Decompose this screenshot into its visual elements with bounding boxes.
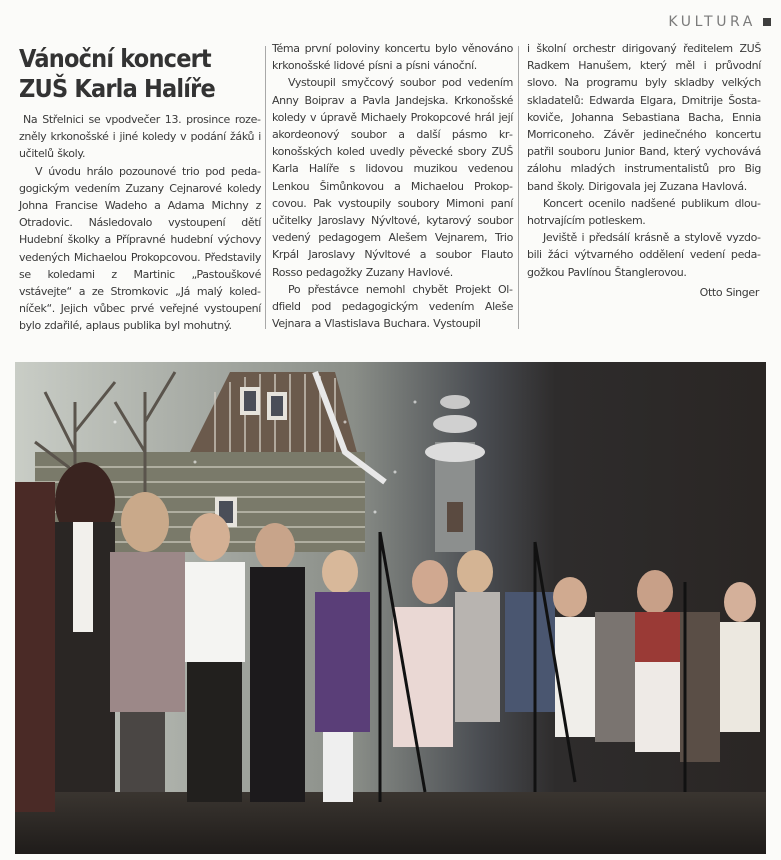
concert-photo: [15, 362, 766, 854]
paragraph: V úvodu hrálo pozounové trio pod pedagogickým vedením Zuzany Cejnarové koledy Johna Francise Wadeho a Adama Michny z Otradovic. Následovalo vystoupení dětí Hudební školky a Přípravné hudební výchovy vedených Michaelou Prokopcovou. Představily se koledami z Martinic „Pastouškové vstávejte“ a ze Stromkovic „Já malý koledníček“. Jejich vůbec prvé veřejné vystoupení bylo zdařilé, aplaus publika byl mohutný.: [19, 164, 261, 333]
section-label: [668, 14, 771, 30]
column-divider: [518, 46, 519, 329]
paragraph: Koncert ocenilo nadšené publikum dlouhotrvajícím potleskem.: [527, 196, 761, 228]
article-author: Otto Singer: [699, 285, 759, 299]
paragraph: i školní orchestr dirigovaný ředitelem ZUŠ Radkem Hanušem, který měl i průvodní slovo. Na programu byly skladby velkých skladatelů: Edwarda Elgara, Dmitrije Šostakoviče, Johanna Sebastiana Bacha, Ennia Morriconeho. Závěr jedinečného koncertu patřil souboru Junior Band, který vychovává zálohu mladých instrumentalistů pro Big band školy. Dirigovala jej Zuzana Havlová.: [527, 42, 761, 193]
column-divider: [265, 46, 266, 329]
article-headline: [19, 44, 235, 104]
paragraph: Po přestávce nemohl chybět Projekt Oldfield pod pedagogickým vedením Aleše Vejnara a Vlastislava Buchara. Vystoupil: [272, 282, 513, 331]
children-choir-on-stage-image: [15, 362, 766, 854]
paragraph: Na Střelnici se vpodvečer 13. prosince rozezněly krkonošské i jiné koledy v podání žáků i učitelů školy.: [19, 113, 261, 161]
paragraph: Vystoupil smyčcový soubor pod vedením Anny Boiprav a Pavla Jandejska. Krkonošské koledy v úpravě Michaely Prokopcové hrál její akordeonový soubor a další pásmo krkonošských koled uvedly pěvecké sbory ZUŠ Karla Halíře s lidovou muzikou vedenou Lenkou Šimůnkovou a Michaelou Prokopcovou. Pak vystoupily soubory Mimoni paní učitelky Jaroslavy Nývltové, kytarový soubor vedený pedagogem Alešem Vejnarem, Trio Krpál Jaroslavy Nývltové a soubor Flauto Rosso pedagožky Zuzany Havlové.: [272, 76, 513, 279]
article-column-1: [19, 111, 261, 335]
paragraph: Téma první poloviny koncertu bylo věnováno krkonošské lidové písni a písni vánoční.: [272, 42, 513, 73]
headline-line-1: Vánoční koncert: [19, 44, 211, 73]
article-column-2: [272, 40, 513, 332]
section-marker-square: [763, 18, 771, 26]
section-label-text: KULTURA: [668, 14, 756, 30]
article-column-3: [527, 40, 761, 301]
headline-line-2: ZUŠ Karla Halíře: [19, 74, 215, 103]
paragraph: Jeviště i předsálí krásně a stylově vyzdobili žáci výtvarného oddělení vedení pedagožkou Pavlínou Štanglerovou.: [527, 231, 761, 279]
